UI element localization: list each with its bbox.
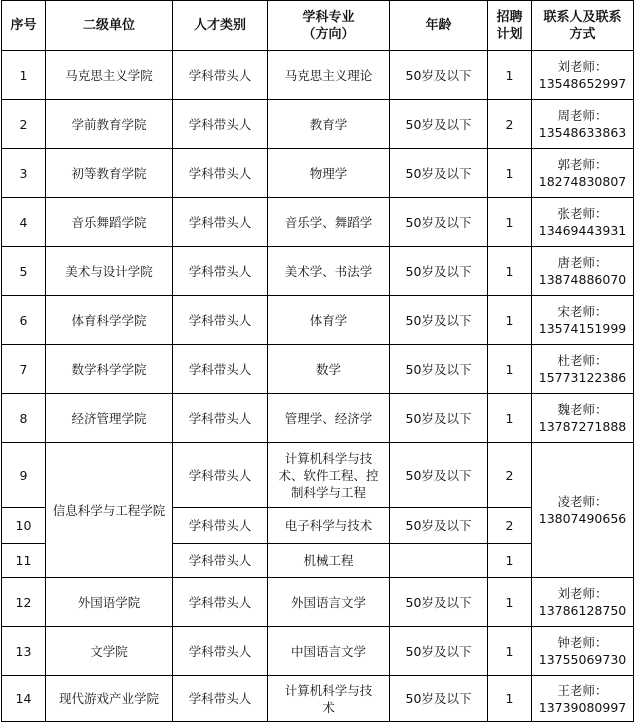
- cell-age: 50岁及以下: [390, 51, 488, 100]
- cell-age: 50岁及以下: [390, 100, 488, 149]
- cell-plan: 2: [488, 508, 532, 544]
- cell-contact: [532, 676, 634, 722]
- cell-category: 学科带头人: [173, 544, 268, 578]
- cell-unit: 文学院: [46, 627, 173, 676]
- cell-no: 13: [2, 627, 46, 676]
- contact-phone: 13786128750: [538, 603, 627, 618]
- cell-no: 11: [2, 544, 46, 578]
- cell-plan: 1: [488, 676, 532, 722]
- cell-contact: [532, 345, 634, 394]
- cell-category: 学科带头人: [173, 296, 268, 345]
- cell-unit: 学前教育学院: [46, 100, 173, 149]
- cell-unit: 音乐舞蹈学院: [46, 198, 173, 247]
- contact-name: 唐老师：: [557, 255, 608, 270]
- major-line: 计算机科学与技: [284, 682, 373, 698]
- cell-category: 学科带头人: [173, 508, 268, 544]
- table-row: [2, 100, 634, 149]
- cell-no: 14: [2, 676, 46, 722]
- contact-name: 刘老师：: [557, 59, 608, 74]
- cell-major: 音乐学、舞蹈学: [268, 198, 390, 247]
- table-row: [2, 247, 634, 296]
- cell-major: 数学: [268, 345, 390, 394]
- cell-age: [390, 544, 488, 578]
- cell-contact: [532, 51, 634, 100]
- contact-name: 杜老师：: [557, 353, 608, 368]
- cell-no: 4: [2, 198, 46, 247]
- cell-major: [268, 443, 390, 508]
- cell-no: 1: [2, 51, 46, 100]
- cell-plan: 1: [488, 627, 532, 676]
- cell-unit: 美术与设计学院: [46, 247, 173, 296]
- contact-phone: 13874886070: [538, 272, 627, 287]
- cell-unit: 数学科学学院: [46, 345, 173, 394]
- cell-major: 教育学: [268, 100, 390, 149]
- table-row: [2, 394, 634, 443]
- cell-category: 学科带头人: [173, 247, 268, 296]
- cell-no: 12: [2, 578, 46, 627]
- cell-plan: 1: [488, 394, 532, 443]
- contact-name: 钟老师：: [557, 635, 608, 650]
- cell-major: 机械工程: [268, 544, 390, 578]
- cell-no: 5: [2, 247, 46, 296]
- header-plan-line2: 计划: [496, 26, 523, 42]
- cell-age: 50岁及以下: [390, 443, 488, 508]
- cell-major: 体育学: [268, 296, 390, 345]
- table-row: [2, 296, 634, 345]
- cell-category: 学科带头人: [173, 676, 268, 722]
- cell-major: 马克思主义理论: [268, 51, 390, 100]
- header-plan: [488, 1, 532, 51]
- cell-unit: 信息科学与工程学院: [46, 443, 173, 578]
- cell-unit: 经济管理学院: [46, 394, 173, 443]
- cell-contact: [532, 443, 634, 578]
- cell-major: [268, 676, 390, 722]
- cell-plan: 1: [488, 198, 532, 247]
- contact-phone: 13469443931: [538, 223, 627, 238]
- cell-no: 3: [2, 149, 46, 198]
- contact-name: 张老师：: [557, 206, 608, 221]
- recruitment-table: [1, 0, 634, 722]
- cell-plan: 1: [488, 578, 532, 627]
- cell-major: 管理学、经济学: [268, 394, 390, 443]
- header-contact-line1: 联系人及联系: [543, 9, 622, 25]
- cell-no: 7: [2, 345, 46, 394]
- major-line: 术、软件工程、控: [278, 467, 379, 483]
- cell-category: 学科带头人: [173, 627, 268, 676]
- header-row: [2, 1, 634, 51]
- cell-unit: 现代游戏产业学院: [46, 676, 173, 722]
- contact-phone: 13548652997: [538, 76, 627, 91]
- cell-unit: 外国语学院: [46, 578, 173, 627]
- cell-category: 学科带头人: [173, 149, 268, 198]
- table-row: [2, 443, 634, 508]
- contact-phone: 13574151999: [538, 321, 627, 336]
- table-row: [2, 345, 634, 394]
- cell-no: 9: [2, 443, 46, 508]
- cell-contact: [532, 100, 634, 149]
- header-plan-line1: 招聘: [496, 9, 523, 25]
- header-category: 人才类别: [173, 1, 268, 51]
- cell-no: 6: [2, 296, 46, 345]
- cell-unit: 体育科学学院: [46, 296, 173, 345]
- contact-name: 郭老师：: [557, 157, 608, 172]
- major-line: 术: [322, 699, 335, 715]
- contact-phone: 13787271888: [538, 419, 627, 434]
- cell-major: 物理学: [268, 149, 390, 198]
- cell-no: 2: [2, 100, 46, 149]
- cell-age: 50岁及以下: [390, 296, 488, 345]
- contact-name: 王老师：: [557, 682, 608, 698]
- cell-age: 50岁及以下: [390, 198, 488, 247]
- contact-phone: 13548633863: [538, 125, 627, 140]
- header-unit: 二级单位: [46, 1, 173, 51]
- cell-plan: 1: [488, 247, 532, 296]
- header-major-line2: （方向）: [302, 26, 355, 42]
- cell-age: 50岁及以下: [390, 676, 488, 722]
- contact-phone: 13739080997: [538, 699, 627, 715]
- cell-contact: [532, 627, 634, 676]
- cell-plan: 1: [488, 345, 532, 394]
- cell-contact: [532, 149, 634, 198]
- cell-category: 学科带头人: [173, 345, 268, 394]
- cell-contact: [532, 198, 634, 247]
- cell-contact: [532, 247, 634, 296]
- cell-category: 学科带头人: [173, 394, 268, 443]
- cell-plan: 1: [488, 51, 532, 100]
- cell-category: 学科带头人: [173, 51, 268, 100]
- contact-phone: 13807490656: [538, 511, 627, 526]
- header-major: [268, 1, 390, 51]
- cell-plan: 1: [488, 544, 532, 578]
- table-row: [2, 676, 634, 722]
- cell-major: 外国语言文学: [268, 578, 390, 627]
- cell-plan: 1: [488, 149, 532, 198]
- cell-category: 学科带头人: [173, 443, 268, 508]
- cell-category: 学科带头人: [173, 578, 268, 627]
- cell-major: 电子科学与技术: [268, 508, 390, 544]
- contact-phone: 15773122386: [538, 370, 627, 385]
- header-contact: [532, 1, 634, 51]
- major-line: 计算机科学与技: [284, 450, 373, 466]
- cell-plan: 1: [488, 296, 532, 345]
- cell-age: 50岁及以下: [390, 247, 488, 296]
- cell-major: 中国语言文学: [268, 627, 390, 676]
- cell-unit: 马克思主义学院: [46, 51, 173, 100]
- cell-contact: [532, 578, 634, 627]
- cell-unit: 初等教育学院: [46, 149, 173, 198]
- table-row: [2, 627, 634, 676]
- table-row: [2, 149, 634, 198]
- cell-age: 50岁及以下: [390, 627, 488, 676]
- header-no: 序号: [2, 1, 46, 51]
- cell-plan: 2: [488, 100, 532, 149]
- cell-age: 50岁及以下: [390, 508, 488, 544]
- cell-no: 10: [2, 508, 46, 544]
- table-row: [2, 198, 634, 247]
- cell-age: 50岁及以下: [390, 345, 488, 394]
- contact-phone: 18274830807: [538, 174, 627, 189]
- contact-phone: 13755069730: [538, 652, 627, 667]
- cell-age: 50岁及以下: [390, 149, 488, 198]
- cell-age: 50岁及以下: [390, 394, 488, 443]
- contact-name: 凌老师：: [557, 494, 608, 509]
- contact-name: 魏老师：: [557, 402, 608, 417]
- cell-major: 美术学、书法学: [268, 247, 390, 296]
- cell-no: 8: [2, 394, 46, 443]
- major-line: 制科学与工程: [290, 484, 366, 500]
- table-row: [2, 578, 634, 627]
- cell-age: 50岁及以下: [390, 578, 488, 627]
- header-contact-line2: 方式: [569, 26, 596, 42]
- contact-name: 宋老师：: [557, 304, 608, 319]
- cell-contact: [532, 296, 634, 345]
- header-age: 年龄: [390, 1, 488, 51]
- cell-category: 学科带头人: [173, 198, 268, 247]
- header-major-line1: 学科专业: [302, 9, 355, 25]
- cell-category: 学科带头人: [173, 100, 268, 149]
- cell-plan: 2: [488, 443, 532, 508]
- contact-name: 周老师：: [557, 108, 608, 123]
- table-row: [2, 51, 634, 100]
- contact-name: 刘老师：: [557, 586, 608, 601]
- cell-contact: [532, 394, 634, 443]
